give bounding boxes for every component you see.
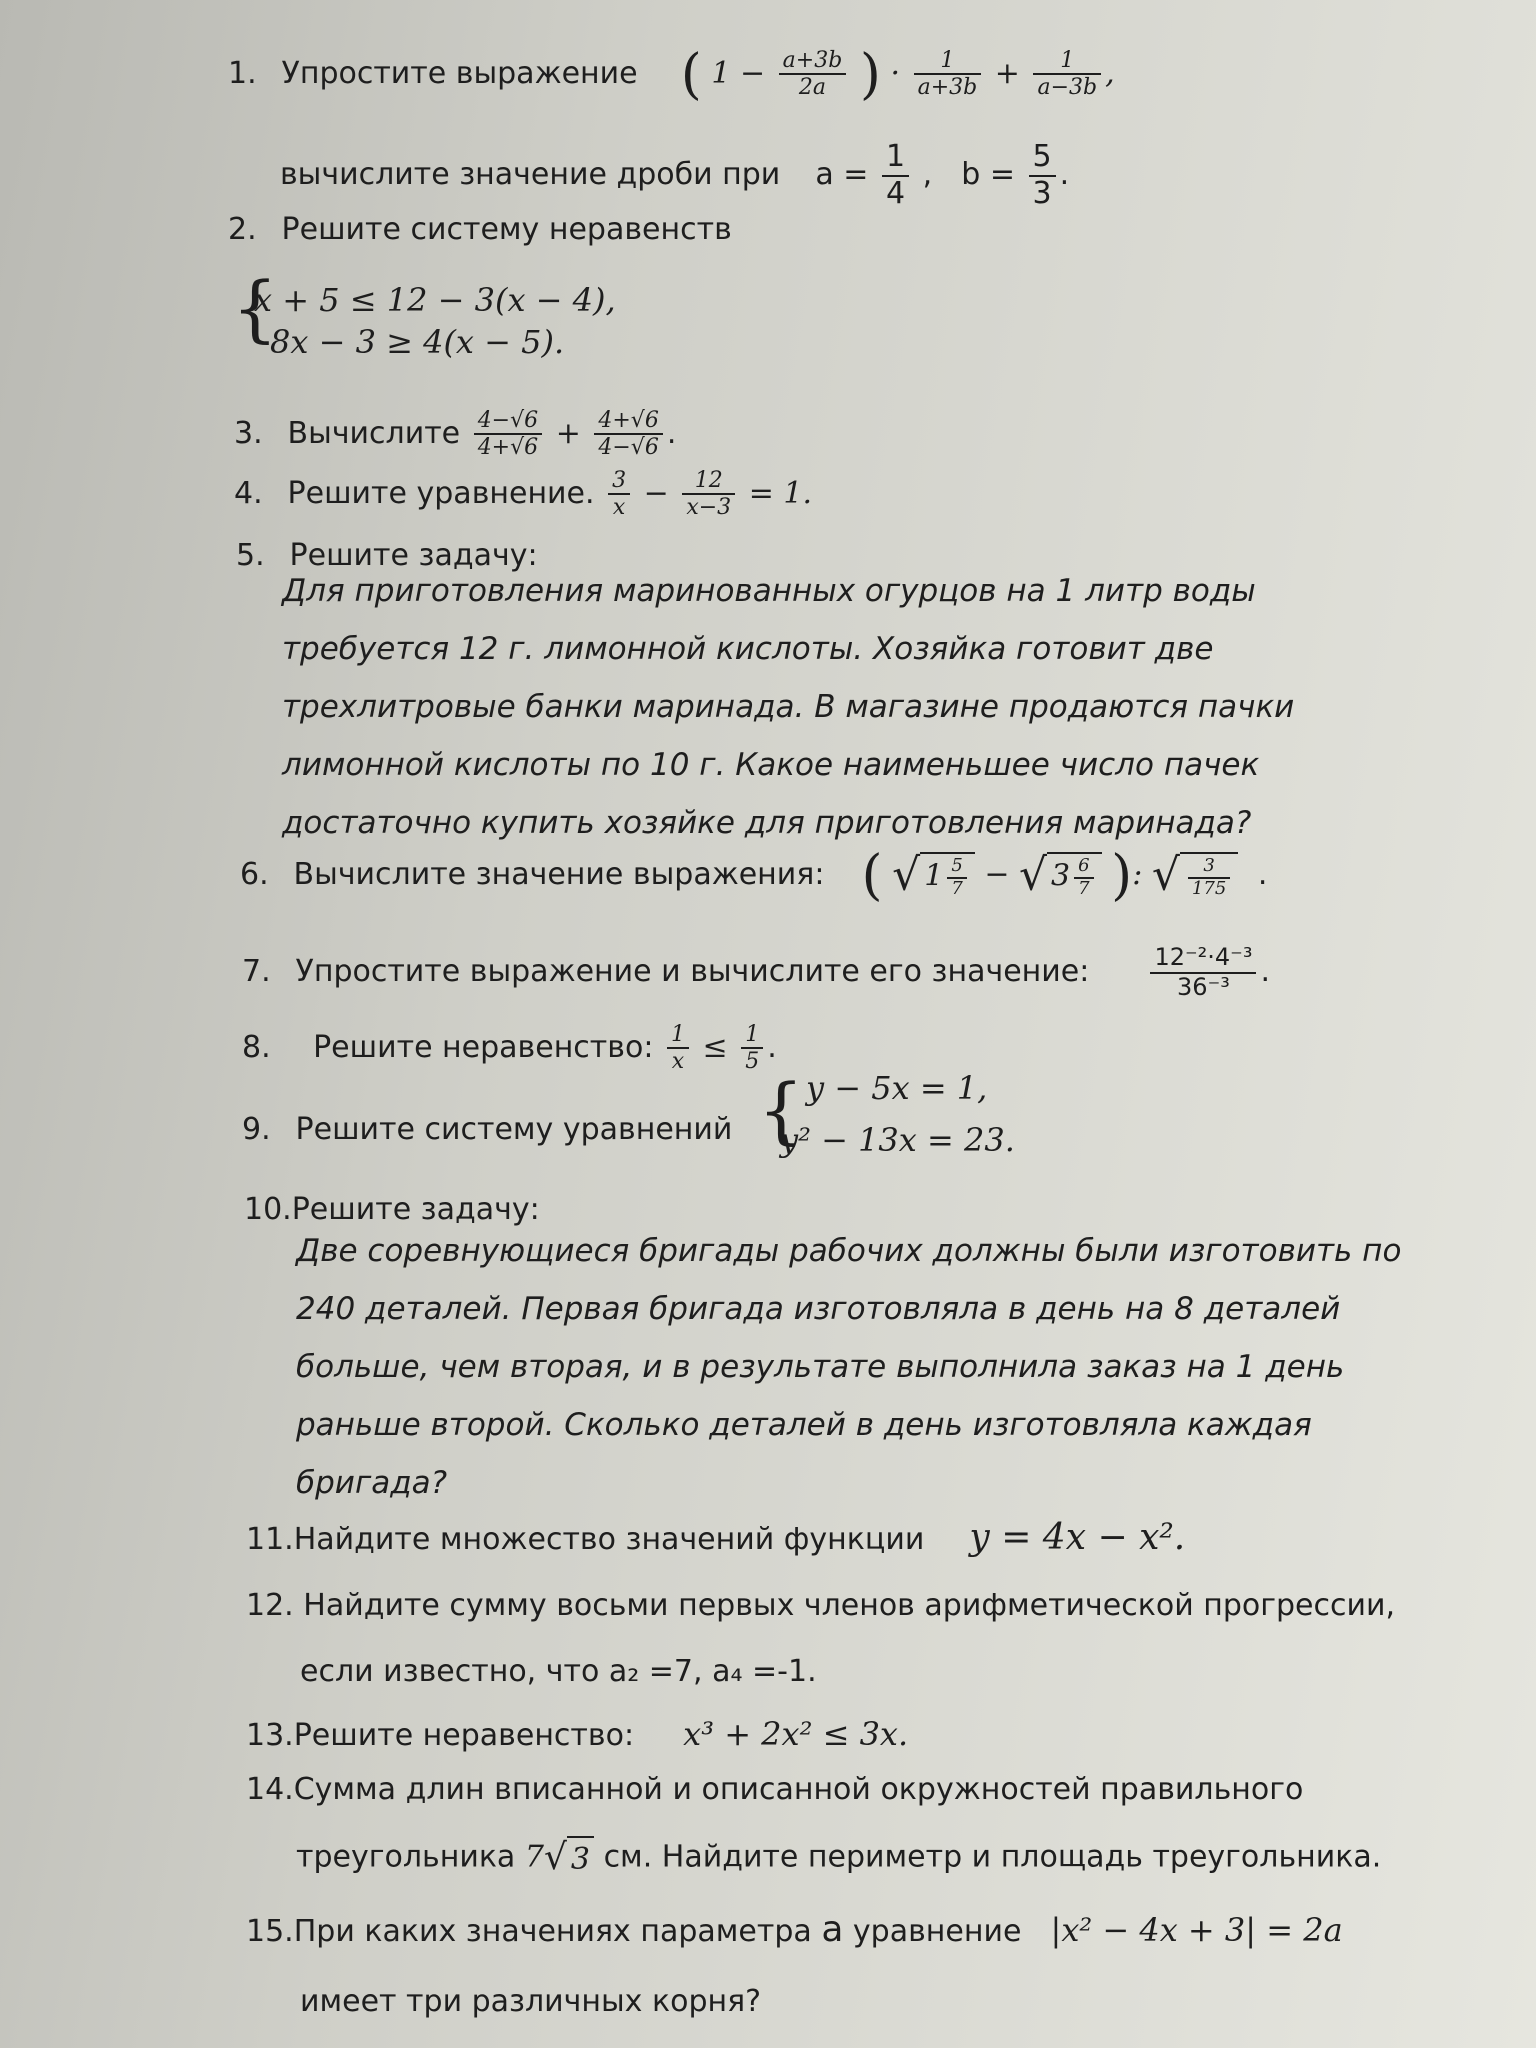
numerator: a+3b bbox=[779, 48, 847, 75]
text-line: 240 деталей. Первая бригада изготовляла в день на 8 деталей bbox=[296, 1291, 1341, 1327]
equation-row-2: y² − 13x = 23. bbox=[780, 1121, 1015, 1159]
numerator: 6 bbox=[1074, 856, 1093, 879]
inequality-expression: x³ + 2x² ≤ 3x. bbox=[683, 1715, 909, 1753]
fraction-1 bbox=[474, 408, 542, 461]
minus-sign: − bbox=[739, 55, 766, 91]
sqrt-3 bbox=[544, 1836, 594, 1880]
denominator: 7 bbox=[1078, 877, 1090, 899]
paren-open: ( bbox=[680, 42, 702, 106]
problem-number: 15. bbox=[246, 1914, 294, 1949]
paren-close: ) bbox=[859, 42, 881, 106]
end-dot: . bbox=[1260, 954, 1270, 990]
problem-15-line-2: имеет три различных корня? bbox=[300, 1984, 762, 2019]
end-dot: . bbox=[1257, 857, 1268, 893]
text-line: трехлитровые банки маринада. В магазине продаются пачки bbox=[282, 689, 1295, 725]
problem-number: 2. bbox=[228, 212, 257, 247]
fraction-1 bbox=[667, 1022, 689, 1075]
problem-text: см. Найдите периметр и площадь треугольника. bbox=[603, 1839, 1382, 1875]
end-dot: . bbox=[666, 415, 677, 451]
problem-number: 5. bbox=[236, 538, 265, 573]
denominator: x bbox=[612, 495, 626, 521]
sqrt-2 bbox=[1019, 849, 1102, 901]
denominator: x bbox=[671, 1049, 685, 1075]
numerator: 5 bbox=[1029, 140, 1056, 177]
value-b bbox=[1029, 140, 1056, 211]
sqrt-1 bbox=[892, 849, 975, 901]
problem-14 bbox=[246, 1770, 1303, 1810]
text-line: бригада? bbox=[296, 1465, 448, 1501]
problem-label: уравнение bbox=[852, 1914, 1022, 1949]
fraction bbox=[1188, 856, 1230, 899]
problem-12 bbox=[246, 1586, 1395, 1626]
sqrt-icon: √ bbox=[1151, 849, 1180, 901]
problem-text: вычислите значение дроби при bbox=[280, 157, 781, 192]
inequality-row-2: 8x − 3 ≥ 4(x − 5). bbox=[270, 323, 565, 361]
problem-14-line-2 bbox=[296, 1836, 1381, 1880]
function-expression: y = 4x − x². bbox=[969, 1517, 1186, 1558]
le-sign: ≤ bbox=[702, 1029, 728, 1065]
fraction-2 bbox=[741, 1022, 763, 1075]
problem-7 bbox=[242, 944, 1270, 1001]
problem-number: 7. bbox=[242, 954, 271, 990]
numerator: 4−√6 bbox=[474, 408, 542, 435]
problem-number: 3. bbox=[234, 415, 263, 451]
denominator: 5 bbox=[745, 1049, 760, 1075]
denominator: x−3 bbox=[686, 495, 732, 521]
var-b-eq: b = bbox=[961, 157, 1015, 192]
numerator: 1 bbox=[882, 140, 909, 177]
problem-number: 11. bbox=[246, 1522, 294, 1557]
separator-comma: , bbox=[922, 157, 933, 192]
parameter-a: a bbox=[821, 1909, 844, 1950]
sqrt-icon: √ bbox=[543, 1837, 567, 1878]
problem-15 bbox=[246, 1910, 1343, 1952]
equation-rhs: = 1. bbox=[748, 475, 813, 511]
plus-sign: + bbox=[555, 415, 581, 451]
problem-text: треугольника bbox=[296, 1839, 516, 1875]
problem-13 bbox=[246, 1714, 908, 1756]
text-line: требуется 12 г. лимонной кислоты. Хозяйка готовит две bbox=[282, 631, 1214, 667]
end-dot: . bbox=[1059, 157, 1070, 192]
numerator: 12 bbox=[682, 468, 735, 495]
text-line: Для приготовления маринованных огурцов на 1 литр воды bbox=[282, 573, 1256, 609]
minus-sign: − bbox=[984, 857, 1010, 893]
problem-10-text bbox=[296, 1222, 1401, 1512]
problem-label: Упростите выражение и вычислите его значение: bbox=[295, 954, 1090, 990]
problem-number: 8. bbox=[242, 1029, 271, 1065]
problem-2 bbox=[228, 210, 732, 250]
radicand bbox=[1180, 852, 1238, 899]
coefficient: 7 bbox=[524, 1839, 544, 1875]
numerator: 3 bbox=[1188, 856, 1230, 879]
plus-sign: + bbox=[994, 55, 1020, 91]
text-line: Две соревнующиеся бригады рабочих должны были изготовить по bbox=[296, 1233, 1402, 1269]
fraction-3 bbox=[1033, 48, 1101, 101]
fraction-1 bbox=[779, 48, 847, 101]
sqrt-icon: √ bbox=[1019, 849, 1048, 901]
minus-sign: − bbox=[643, 475, 669, 511]
value-a bbox=[882, 140, 909, 211]
problem-label: Сумма длин вписанной и описанной окружностей правильного bbox=[293, 1772, 1304, 1807]
problem-label: Решите уравнение. bbox=[287, 475, 595, 511]
numerator: 1 bbox=[1033, 48, 1101, 75]
fraction-2 bbox=[682, 468, 735, 521]
problem-1 bbox=[228, 42, 1115, 106]
problem-number: 6. bbox=[240, 857, 269, 893]
problem-8 bbox=[242, 1022, 777, 1075]
problem-5-text bbox=[282, 562, 1294, 852]
problem-label: Решите систему неравенств bbox=[281, 212, 732, 247]
denominator: 2a bbox=[798, 75, 827, 101]
problem-12-line-2: если известно, что a₂ =7, a₄ =-1. bbox=[300, 1654, 817, 1689]
problem-6 bbox=[240, 843, 1268, 907]
colon-operator: : bbox=[1132, 857, 1143, 893]
system-brace: { bbox=[758, 1068, 804, 1152]
denominator: 7 bbox=[951, 877, 963, 899]
numerator: 1 bbox=[741, 1022, 763, 1049]
denominator: a+3b bbox=[917, 75, 978, 101]
problem-number: 1. bbox=[228, 55, 257, 91]
fraction-1 bbox=[608, 468, 630, 521]
problem-1-line-2 bbox=[280, 140, 1069, 211]
whole-part: 1 bbox=[924, 858, 944, 894]
fraction-2 bbox=[594, 408, 662, 461]
trailing-comma: , bbox=[1105, 55, 1115, 91]
problem-label: Решите неравенство: bbox=[313, 1029, 654, 1065]
denominator: 4+√6 bbox=[477, 435, 539, 461]
text-line: раньше второй. Сколько деталей в день изготовляла каждая bbox=[296, 1407, 1312, 1443]
problem-number: 10. bbox=[244, 1192, 292, 1227]
problem-label: При каких значениях параметра bbox=[293, 1914, 812, 1949]
sqrt-icon: √ bbox=[892, 849, 921, 901]
problem-label: Решите систему уравнений bbox=[295, 1112, 733, 1147]
denominator: 4−√6 bbox=[598, 435, 659, 461]
inequality-row-1: x + 5 ≤ 12 − 3(x − 4), bbox=[254, 281, 616, 319]
equation-row-1: y − 5x = 1, bbox=[806, 1069, 988, 1107]
problem-label: Решите задачу: bbox=[289, 538, 538, 573]
denominator: 3 bbox=[1032, 175, 1052, 211]
problem-label: Вычислите значение выражения: bbox=[293, 857, 825, 893]
radicand bbox=[1047, 852, 1102, 899]
term-one: 1 bbox=[711, 55, 731, 91]
numerator: 4+√6 bbox=[594, 408, 662, 435]
system-brace: { bbox=[232, 266, 278, 350]
problem-number: 12. bbox=[246, 1588, 294, 1623]
paren-close: ) bbox=[1111, 843, 1133, 907]
denominator: 36⁻³ bbox=[1177, 972, 1230, 1001]
problem-11 bbox=[246, 1518, 1185, 1560]
var-a-eq: a = bbox=[815, 157, 869, 192]
fraction-2 bbox=[914, 48, 982, 101]
mixed-fraction bbox=[947, 856, 966, 899]
problem-number: 13. bbox=[246, 1718, 294, 1753]
problem-number: 9. bbox=[242, 1112, 271, 1147]
numerator: 12⁻²·4⁻³ bbox=[1150, 944, 1256, 974]
denominator: a−3b bbox=[1037, 75, 1098, 101]
paren-open: ( bbox=[861, 843, 883, 907]
equation-expression: |x² − 4x + 3| = 2a bbox=[1050, 1911, 1343, 1949]
numerator: 5 bbox=[947, 856, 966, 879]
dot-operator: · bbox=[890, 55, 901, 91]
numerator: 1 bbox=[667, 1022, 689, 1049]
radicand: 3 bbox=[567, 1836, 594, 1880]
problem-9 bbox=[242, 1110, 732, 1150]
problem-number: 14. bbox=[246, 1772, 294, 1807]
problem-label: Найдите множество значений функции bbox=[293, 1522, 925, 1557]
problem-label: Решите задачу: bbox=[291, 1192, 540, 1227]
problem-4 bbox=[234, 468, 812, 521]
problem-label: Упростите выражение bbox=[281, 55, 638, 91]
fraction bbox=[1150, 944, 1256, 1001]
text-line: больше, чем вторая, и в результате выполнила заказ на 1 день bbox=[296, 1349, 1345, 1385]
problem-label: Найдите сумму восьми первых членов арифметической прогрессии, bbox=[303, 1588, 1396, 1623]
problem-number: 4. bbox=[234, 475, 263, 511]
text-line: достаточно купить хозяйке для приготовления маринада? bbox=[282, 805, 1252, 841]
sqrt-3 bbox=[1151, 849, 1238, 901]
mixed-fraction bbox=[1074, 856, 1093, 899]
text-line: лимонной кислоты по 10 г. Какое наименьшее число пачек bbox=[282, 747, 1260, 783]
denominator: 175 bbox=[1191, 877, 1227, 899]
whole-part: 3 bbox=[1051, 858, 1071, 894]
numerator: 3 bbox=[608, 468, 630, 495]
problem-label: Решите неравенство: bbox=[293, 1718, 635, 1753]
denominator: 4 bbox=[886, 175, 906, 211]
numerator: 1 bbox=[914, 48, 982, 75]
end-dot: . bbox=[767, 1029, 777, 1065]
problem-label: Вычислите bbox=[287, 415, 461, 451]
radicand bbox=[920, 852, 975, 899]
problem-3 bbox=[234, 408, 676, 461]
